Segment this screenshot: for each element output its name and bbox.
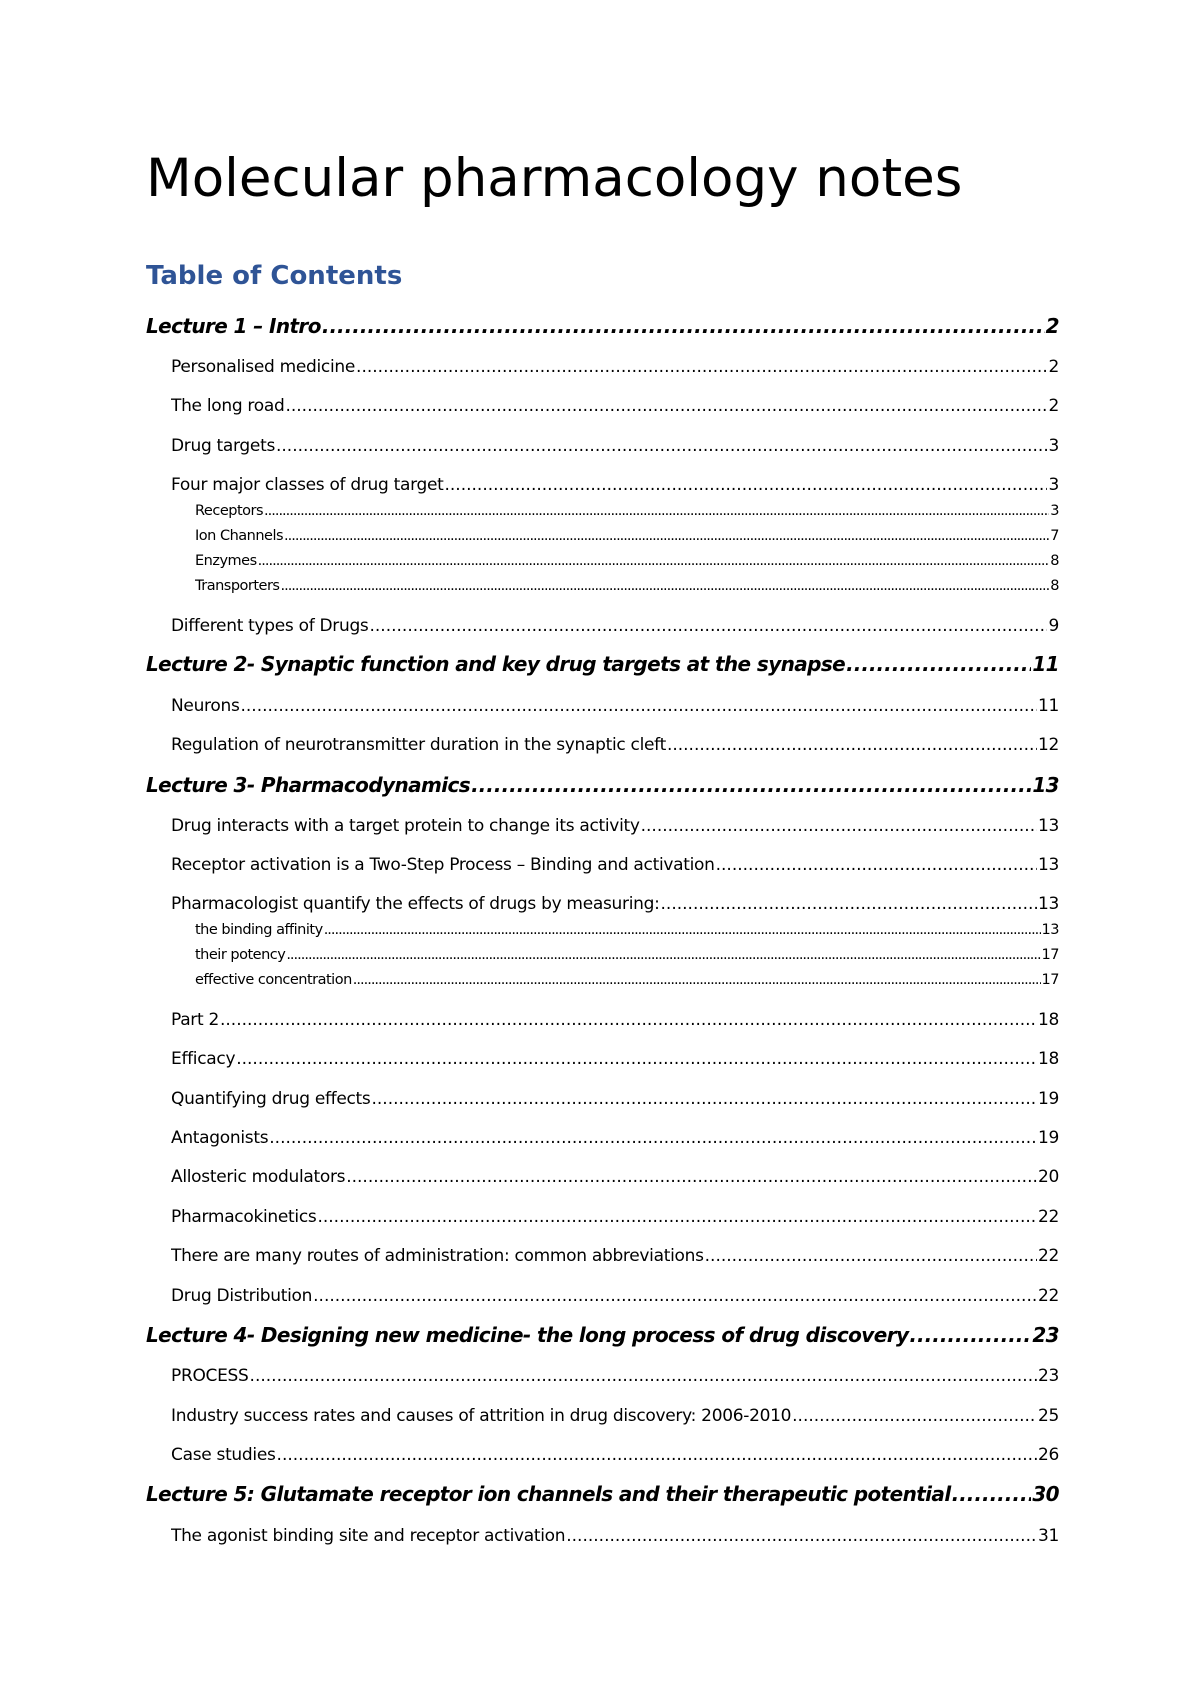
toc-page-number: 2 xyxy=(1048,357,1059,377)
toc-entry-neurons[interactable] xyxy=(171,694,1059,718)
toc-entry-title: effective concentration xyxy=(195,972,352,988)
toc-entry-ion-channels[interactable] xyxy=(195,526,1059,546)
toc-entry-lecture-1[interactable] xyxy=(146,313,1059,339)
toc-entry-lecture-3[interactable] xyxy=(146,772,1059,798)
toc-dot-leader xyxy=(313,1284,1037,1308)
toc-heading: Table of Contents xyxy=(146,261,403,291)
toc-dot-leader xyxy=(353,970,1041,990)
toc-entry-title: Pharmacologist quantify the effects of drugs by measuring: xyxy=(171,894,660,914)
toc-entry-title: Drug targets xyxy=(171,436,275,456)
toc-dot-leader xyxy=(236,1047,1037,1071)
toc-page-number: 13 xyxy=(1037,855,1059,875)
toc-page-number: 31 xyxy=(1037,1526,1059,1546)
toc-entry-lecture-2[interactable] xyxy=(146,651,1059,677)
toc-dot-leader xyxy=(269,1126,1037,1150)
toc-dot-leader xyxy=(667,733,1037,757)
toc-entry-title: There are many routes of administration: common abbreviations xyxy=(171,1246,704,1266)
toc-page-number: 8 xyxy=(1050,578,1059,594)
toc-dot-leader xyxy=(280,576,1049,596)
toc-dot-leader xyxy=(220,1008,1037,1032)
toc-dot-leader xyxy=(324,920,1041,940)
toc-entry-title: Case studies xyxy=(171,1445,276,1465)
toc-entry-title: Lecture 2- Synaptic function and key drug targets at the synapse xyxy=(146,652,846,676)
toc-entry-title: Efficacy xyxy=(171,1049,236,1069)
toc-page-number: 25 xyxy=(1037,1406,1059,1426)
toc-entry-title: Part 2 xyxy=(171,1010,219,1030)
toc-entry-four-major-classes[interactable] xyxy=(171,473,1059,497)
toc-dot-leader xyxy=(566,1524,1037,1548)
toc-entry-title: Lecture 1 – Intro xyxy=(146,314,321,338)
toc-page-number: 3 xyxy=(1050,503,1059,519)
toc-dot-leader xyxy=(346,1165,1037,1189)
toc-dot-leader xyxy=(471,772,1031,798)
toc-entry-title: Quantifying drug effects xyxy=(171,1089,371,1109)
toc-entry-regulation-of-neurotransmitter[interactable] xyxy=(171,733,1059,757)
toc-entry-title: Personalised medicine xyxy=(171,357,356,377)
toc-entry-title: Drug Distribution xyxy=(171,1286,313,1306)
toc-page-number: 22 xyxy=(1037,1246,1059,1266)
toc-entry-lecture-5[interactable] xyxy=(146,1481,1059,1507)
toc-dot-leader xyxy=(276,434,1047,458)
toc-entry-transporters[interactable] xyxy=(195,576,1059,596)
toc-page-number: 17 xyxy=(1041,972,1059,988)
toc-dot-leader xyxy=(846,651,1031,677)
document-title: Molecular pharmacology notes xyxy=(146,148,963,209)
toc-entry-title: PROCESS xyxy=(171,1366,249,1386)
toc-dot-leader xyxy=(371,1087,1036,1111)
toc-entry-allosteric-modulators[interactable] xyxy=(171,1165,1059,1189)
toc-entry-title: Enzymes xyxy=(195,553,257,569)
toc-page-number: 23 xyxy=(1037,1366,1059,1386)
toc-entry-title: Neurons xyxy=(171,696,240,716)
toc-entry-title: The long road xyxy=(171,396,285,416)
toc-entry-title: Four major classes of drug target xyxy=(171,475,444,495)
toc-page-number: 19 xyxy=(1037,1089,1059,1109)
toc-page-number: 2 xyxy=(1048,396,1059,416)
toc-entry-title: Drug interacts with a target protein to change its activity xyxy=(171,816,640,836)
toc-entry-title: Lecture 5: Glutamate receptor ion channels and their therapeutic potential xyxy=(146,1482,951,1506)
toc-page-number: 11 xyxy=(1037,696,1059,716)
toc-dot-leader xyxy=(317,1205,1037,1229)
toc-entry-drug-distribution[interactable] xyxy=(171,1284,1059,1308)
toc-entry-case-studies[interactable] xyxy=(171,1443,1059,1467)
toc-page-number: 23 xyxy=(1032,1323,1059,1347)
toc-page-number: 18 xyxy=(1037,1049,1059,1069)
toc-page-number: 26 xyxy=(1037,1445,1059,1465)
toc-entry-title: Pharmacokinetics xyxy=(171,1207,317,1227)
toc-entry-title: Industry success rates and causes of attrition in drug discovery: 2006-2010 xyxy=(171,1406,792,1426)
toc-entry-title: Transporters xyxy=(195,578,280,594)
toc-dot-leader xyxy=(641,814,1037,838)
toc-entry-different-types-of-drugs[interactable] xyxy=(171,614,1059,638)
toc-page-number: 2 xyxy=(1045,314,1059,338)
toc-entry-receptor-activation[interactable] xyxy=(171,853,1059,877)
toc-dot-leader xyxy=(322,313,1045,339)
toc-dot-leader xyxy=(356,355,1047,379)
toc-entry-drug-interacts-with-target[interactable] xyxy=(171,814,1059,838)
toc-page-number: 13 xyxy=(1041,922,1059,938)
toc-entry-process[interactable] xyxy=(171,1364,1059,1388)
toc-entry-industry-success-rates[interactable] xyxy=(171,1404,1059,1428)
toc-dot-leader xyxy=(370,614,1048,638)
toc-dot-leader xyxy=(258,551,1050,571)
toc-dot-leader xyxy=(952,1481,1032,1507)
toc-dot-leader xyxy=(285,394,1047,418)
toc-entry-title: Allosteric modulators xyxy=(171,1167,346,1187)
toc-dot-leader xyxy=(250,1364,1037,1388)
toc-entry-efficacy[interactable] xyxy=(171,1047,1059,1071)
toc-entry-pharmacologist-quantify[interactable] xyxy=(171,892,1059,916)
toc-dot-leader xyxy=(661,892,1037,916)
toc-page-number: 13 xyxy=(1037,816,1059,836)
toc-entry-title: Different types of Drugs xyxy=(171,616,369,636)
toc-entry-title: Lecture 3- Pharmacodynamics xyxy=(146,773,471,797)
toc-page-number: 19 xyxy=(1037,1128,1059,1148)
toc-page-number: 12 xyxy=(1037,735,1059,755)
toc-dot-leader xyxy=(792,1404,1037,1428)
toc-page-number: 13 xyxy=(1037,894,1059,914)
toc-entry-personalised-medicine[interactable] xyxy=(171,355,1059,379)
toc-entry-receptors[interactable] xyxy=(195,501,1059,521)
toc-entry-title: Ion Channels xyxy=(195,528,284,544)
toc-entry-title: Receptor activation is a Two-Step Process – Binding and activation xyxy=(171,855,715,875)
toc-dot-leader xyxy=(284,526,1049,546)
toc-entry-pharmacokinetics[interactable] xyxy=(171,1205,1059,1229)
toc-entry-antagonists[interactable] xyxy=(171,1126,1059,1150)
toc-page-number: 20 xyxy=(1037,1167,1059,1187)
toc-page-number: 30 xyxy=(1032,1482,1059,1506)
toc-page-number: 22 xyxy=(1037,1286,1059,1306)
toc-entry-binding-affinity[interactable] xyxy=(195,920,1059,940)
toc-dot-leader xyxy=(241,694,1037,718)
toc-dot-leader xyxy=(716,853,1037,877)
toc-page-number: 11 xyxy=(1032,652,1059,676)
toc-page-number: 7 xyxy=(1050,528,1059,544)
toc-entry-the-long-road[interactable] xyxy=(171,394,1059,418)
toc-entry-lecture-4[interactable] xyxy=(146,1322,1059,1348)
toc-entry-title: their potency xyxy=(195,947,286,963)
toc-entry-title: The agonist binding site and receptor activation xyxy=(171,1526,566,1546)
toc-page-number: 3 xyxy=(1048,475,1059,495)
toc-dot-leader xyxy=(277,1443,1037,1467)
toc-dot-leader xyxy=(264,501,1049,521)
toc-entry-drug-targets[interactable] xyxy=(171,434,1059,458)
toc-page-number: 3 xyxy=(1048,436,1059,456)
toc-page-number: 8 xyxy=(1050,553,1059,569)
toc-entry-title: Receptors xyxy=(195,503,264,519)
toc-dot-leader xyxy=(705,1244,1037,1268)
toc-entry-their-potency[interactable] xyxy=(195,945,1059,965)
toc-page-number: 17 xyxy=(1041,947,1059,963)
toc-page-number: 9 xyxy=(1048,616,1059,636)
toc-dot-leader xyxy=(286,945,1040,965)
toc-entry-title: Lecture 4- Designing new medicine- the long process of drug discovery xyxy=(146,1323,909,1347)
toc-page-number: 22 xyxy=(1037,1207,1059,1227)
toc-entry-title: Regulation of neurotransmitter duration in the synaptic cleft xyxy=(171,735,666,755)
toc-page-number: 18 xyxy=(1037,1010,1059,1030)
toc-dot-leader xyxy=(445,473,1048,497)
toc-entry-title: Antagonists xyxy=(171,1128,269,1148)
toc-dot-leader xyxy=(909,1322,1031,1348)
toc-entry-quantifying-drug-effects[interactable] xyxy=(171,1087,1059,1111)
toc-entry-title: the binding affinity xyxy=(195,922,323,938)
toc-entry-effective-concentration[interactable] xyxy=(195,970,1059,990)
toc-entry-part-2[interactable] xyxy=(171,1008,1059,1032)
toc-entry-routes-of-administration[interactable] xyxy=(171,1244,1059,1268)
toc-entry-agonist-binding-site[interactable] xyxy=(171,1524,1059,1548)
toc-page-number: 13 xyxy=(1032,773,1059,797)
toc-entry-enzymes[interactable] xyxy=(195,551,1059,571)
